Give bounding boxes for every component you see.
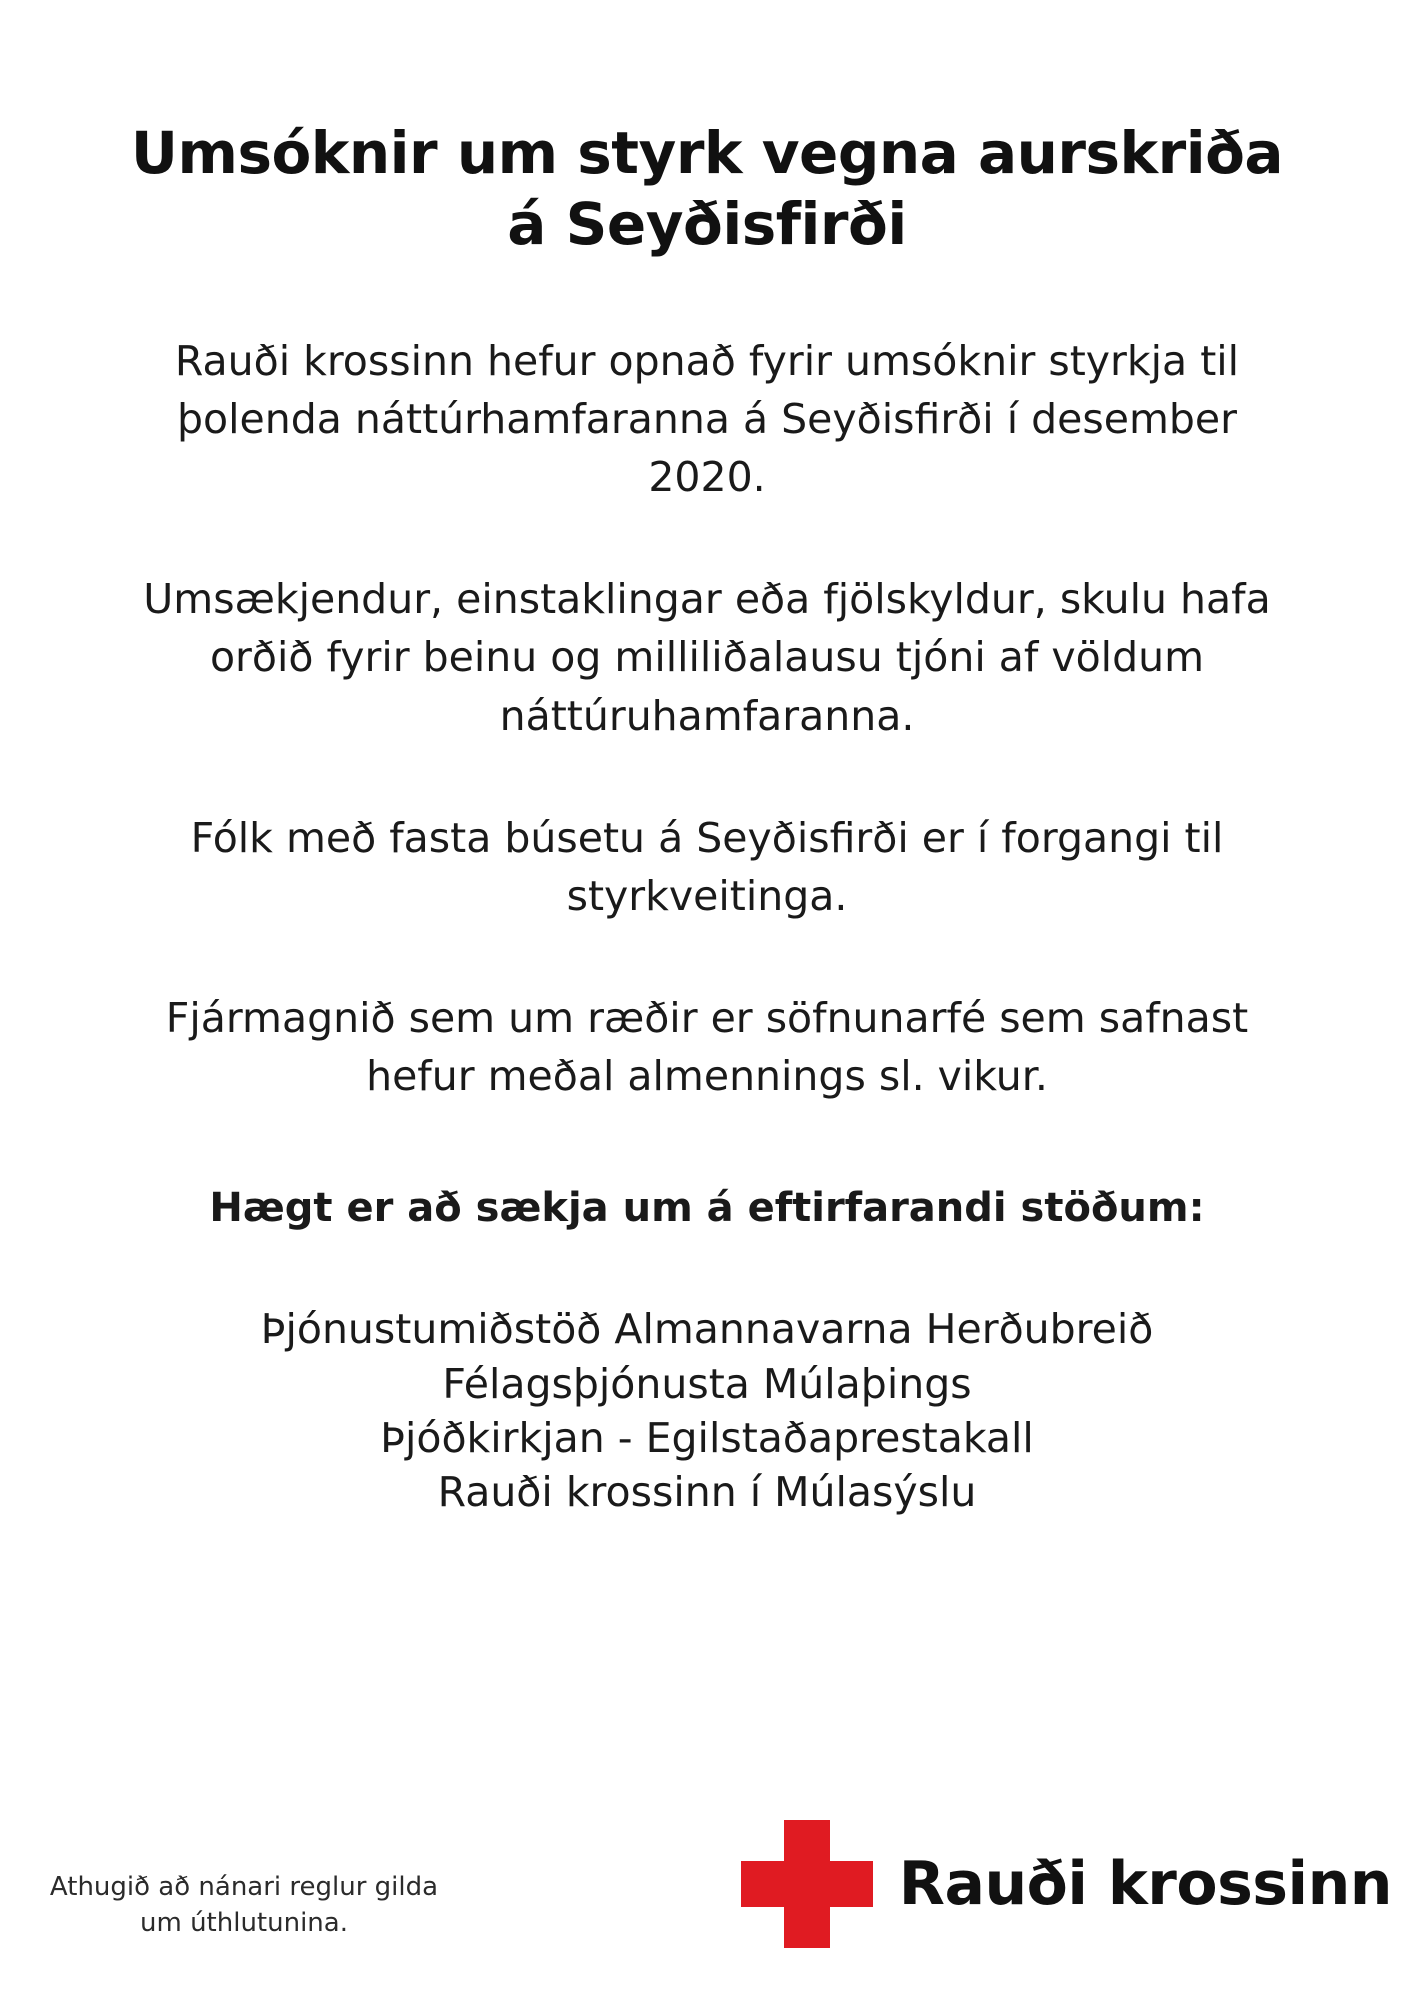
logo-wordmark: Rauði krossinn: [898, 1849, 1392, 1919]
list-item: Rauði krossinn í Múlasýslu: [437, 1467, 977, 1516]
list-item: Félagsþjónusta Múlaþings: [442, 1359, 972, 1408]
footnote: Athugið að nánari reglur gilda um úthlutunina.: [49, 1872, 439, 1939]
red-cross-icon: [741, 1820, 873, 1948]
venue-list: [120, 1302, 1294, 1518]
paragraph-priority: Fólk með fasta búsetu á Seyðisfirði er í forgangi til styrkveitinga.: [190, 813, 1224, 921]
paragraph-eligibility: Umsækjendur, einstaklingar eða fjölskyldur, skulu hafa orðið fyrir beinu og milliliðalausu tjóni af völdum náttúruhamfaranna.: [143, 575, 1271, 740]
red-cross-logo: [741, 1820, 1392, 1948]
poster-body: [0, 332, 1414, 1519]
list-item: Þjóðkirkjan - Egilstaðaprestakall: [380, 1413, 1034, 1462]
list-item: Þjónustumiðstöð Almannavarna Herðubreið: [260, 1305, 1154, 1354]
paragraph-funding: Fjármagnið sem um ræðir er söfnunarfé sem safnast hefur meðal almennings sl. vikur.: [165, 994, 1249, 1101]
page-title: Umsóknir um styrk vegna aurskriða á Seyðisfirði: [130, 119, 1284, 258]
paragraph-intro: Rauði krossinn hefur opnað fyrir umsóknir styrkja til þolenda náttúrhamfaranna á Seyðisfirði í desember 2020.: [174, 336, 1240, 501]
venues-heading: Hægt er að sækja um á eftirfarandi stöðum:: [209, 1184, 1205, 1231]
